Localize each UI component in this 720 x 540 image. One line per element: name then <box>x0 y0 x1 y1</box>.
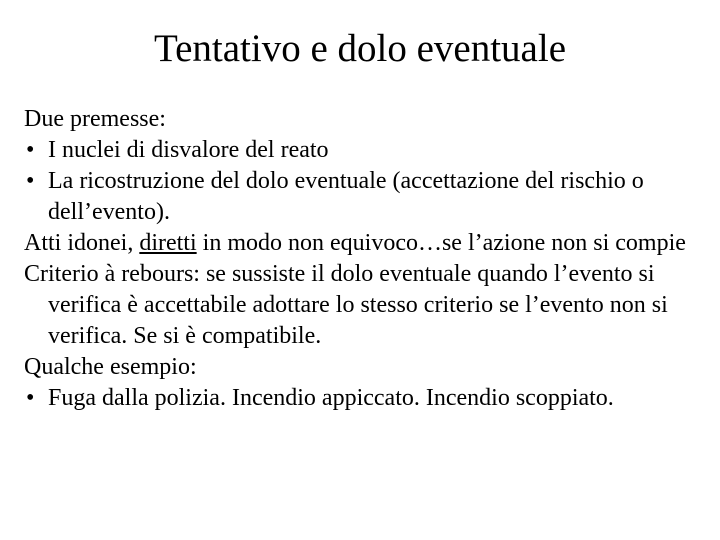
bullet-icon: • <box>26 168 35 194</box>
atti-idonei-paragraph <box>24 228 694 259</box>
underlined-word: diretti <box>139 230 197 256</box>
bullet-item-ricostruzione <box>24 166 694 228</box>
bullet-text: I nuclei di disvalore del reato <box>48 137 329 163</box>
bullet-item-nuclei <box>24 135 694 166</box>
bullet-text: La ricostruzione del dolo eventuale (accettazione del rischio o dell’evento). <box>48 168 644 225</box>
atti-idonei-text-end: in modo non equivoco…se l’azione non si compie <box>196 230 686 256</box>
premises-heading: Due premesse: <box>24 106 166 132</box>
atti-idonei-text-start: Atti idonei, <box>24 230 140 256</box>
slide-title: Tentativo e dolo eventuale <box>153 27 567 70</box>
bullet-text: Fuga dalla polizia. Incendio appiccato. Incendio scoppiato. <box>48 385 614 411</box>
bullet-item-esempi <box>24 383 694 414</box>
criterio-paragraph: Criterio à rebours: se sussiste il dolo eventuale quando l’evento si verifica è accettabile adottare lo stesso criterio se l’evento non si verifica. Se si è compatibile. <box>24 261 668 349</box>
bullet-icon: • <box>26 385 35 411</box>
slide-body <box>24 104 694 414</box>
bullet-icon: • <box>26 137 35 163</box>
examples-heading: Qualche esempio: <box>24 354 197 380</box>
